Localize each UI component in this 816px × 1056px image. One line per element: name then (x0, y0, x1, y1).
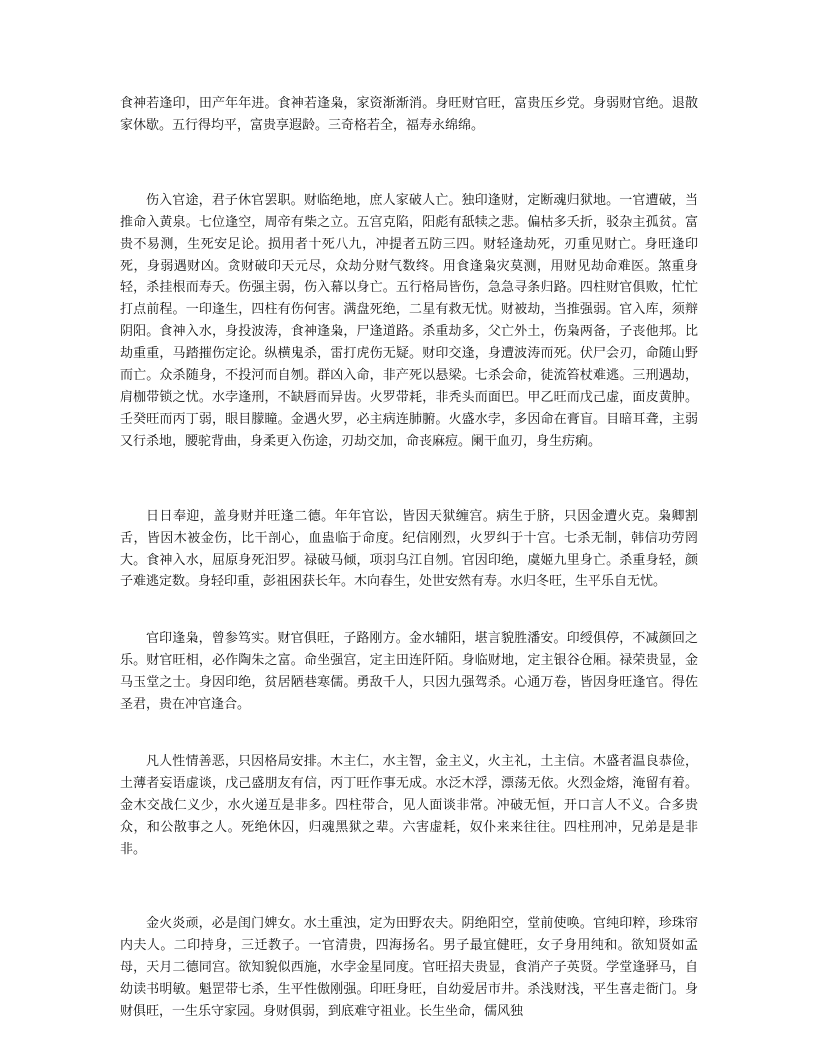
paragraph-spacer (120, 860, 698, 913)
paragraph-2: 伤入官途，君子休官罢职。财临绝地，庶人家破人亡。独印逢财，定断魂归狱地。一官遭破，当推命入黄泉。七位逢空，周帝有柴之立。五宫克陷，阳彪有舐犊之悲。偏枯多夭折，驳杂主孤贫。富贵不易测，生死安足论。损用者十死八九，冲提者五防三四。财轻逢劫死，刃重见财亡。身旺逢印死，身弱遇财凶。贪财破印天元尽，众劫分财气数终。用食逢枭灾莫测，用财见劫命难医。煞重身轻，杀挂根而寿夭。伤强主弱，伤入幕以身亡。五行格局皆伤，急急寻条归路。四柱财官俱败，忙忙打点前程。一印逢生，四柱有伤何害。满盘死绝，二星有救无忧。财被劫，当推强弱。官入库，须辩阴阳。食神入水，身投波涛，食神逢枭，尸逢道路。杀重劫多，父亡外土，伤枭两备，子丧他邦。比劫重重，马踏摧伤定论。纵横鬼杀，雷打虎伤无疑。财印交逢，身遭波涛而死。伏尸会刃，命随山野而亡。众杀随身，不投河而自刎。群凶入命，非产死以悬梁。七杀会命，徒流笞杖难逃。三刑遇劫，肩枷带锁之忧。水孛逢刑，不缺唇而异齿。火罗带耗，非秃头而面巴。甲乙旺而戊己虚，面皮黄肿。壬癸旺而丙丁弱，眼目朦瞳。金遇火罗，必主病连肺腑。火盛水孛，多因命在膏盲。目暗耳聋，主弱又行杀地，腰驼背曲，身柔更入伤途，刃劫交加，命丧麻痘。阑干血刃，身生疠痢。 (120, 192, 698, 449)
paragraph-4: 官印逢枭，曾参笃实。财官俱旺，子路刚方。金水辅阳，堪言貌胜潘安。印绶俱停，不减颜回之乐。财官旺相，必作陶朱之富。命坐强宫，定主田连阡陌。身临财地，定主银谷仓厢。禄荣贵显，金马玉堂之士。身因印绝，贫居陋巷寒儒。勇敌千人，只因九强驾杀。心通万卷，皆因身旺逢官。得佐圣君，贵在冲官逢合。 (120, 631, 698, 713)
paragraph-5: 凡人性情善恶，只因格局安排。木主仁，水主智，金主义，火主礼，土主信。木盛者温良恭俭，土薄者妄语虚谈，戊己盛朋友有信，丙丁旺作事无成。水泛木浮，漂荡无依。火烈金熔，淹留有着。金木交战仁义少，水火递互是非多。四柱带合，见人面谈非常。冲破无恒，开口言人不义。合多贵众，和公散事之人。死绝休囚，归魂黑狱之辈。六害虚耗，奴仆来来往往。四柱刑冲，兄弟是是非非。 (120, 753, 698, 857)
paragraph-1: 食神若逢印，田产年年进。食神若逢枭，家资渐渐消。身旺财官旺，富贵压乡党。身弱财官绝。退散家休歇。五行得均平，富贵享遐龄。三奇格若全，福寿永绵绵。 (120, 96, 698, 133)
paragraph-6: 金火炎顽，必是闺门婢女。水土重浊，定为田野农夫。阴绝阳空，堂前使唤。官纯印粹，珍珠帘内夫人。二印持身，三迁教子。一官清贵，四海扬名。男子最宜健旺，女子身用纯和。欲知贤如孟母，天月二德同宫。欲知貌似西施，水孛金星同度。官旺招夫贵显，食消产子英贤。学堂逢驿马，自幼读书明敏。魁罡带七杀，生平性傲刚强。印旺身旺，自幼爱居市井。杀浅财浅，平生喜走衙门。身财俱旺，一生乐守家园。身财俱弱，到底难守祖业。长生坐命，儒风独 (120, 916, 698, 1020)
paragraph-spacer (120, 137, 698, 190)
paragraph-3: 日日奉迎，盖身财并旺逢二德。年年官讼，皆因天狱缠宫。病生于脐，只因金遭火克。枭卿割舌，皆因木被金伤，比干剖心，血蛊临于命度。纪信刚烈，火罗纠于十宫。七杀无制，韩信功劳罔大。食神入水，屈原身死汨罗。禄破马倾，项羽乌江自刎。官因印绝，虞姬九里身亡。杀重身轻，颜子难逃定数。身轻印重，彭祖困获长年。木向春生，处世安然有寿。水归冬旺，生平乐自无忧。 (120, 508, 698, 590)
paragraph-spacer (120, 593, 698, 628)
paragraph-spacer (120, 716, 698, 751)
paragraph-spacer (120, 453, 698, 506)
document-page (120, 93, 698, 1023)
